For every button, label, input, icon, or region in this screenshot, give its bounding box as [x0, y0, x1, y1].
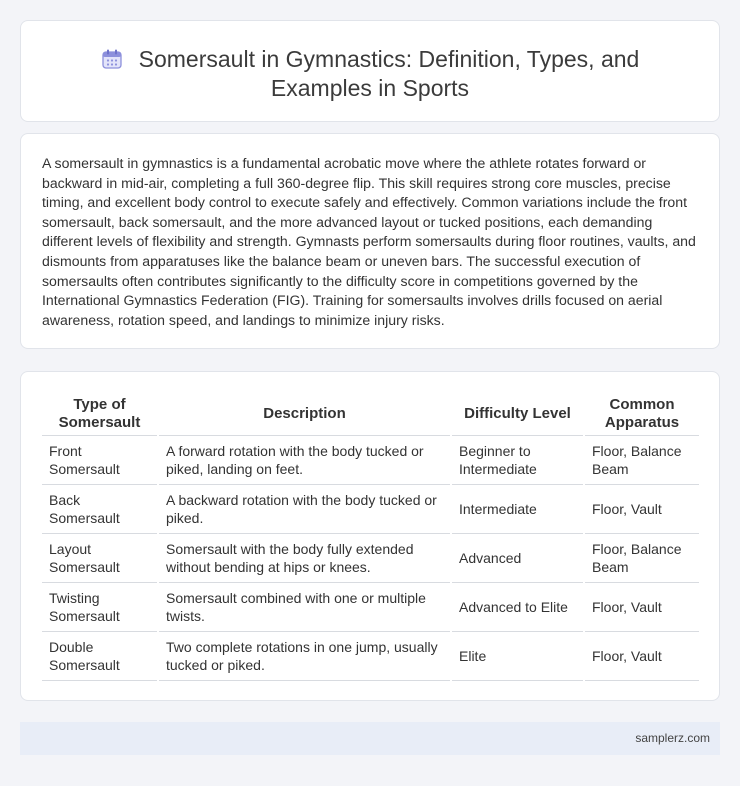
table-card — [20, 371, 720, 701]
column-header-difficulty: Difficulty Level — [451, 391, 584, 436]
column-header-apparatus: Common Apparatus — [584, 391, 699, 436]
cell-apparatus: Floor, Vault — [584, 632, 699, 681]
cell-apparatus: Floor, Vault — [584, 485, 699, 534]
cell-difficulty: Advanced — [451, 534, 584, 583]
cell-description: Somersault with the body fully extended without bending at hips or knees. — [158, 534, 451, 583]
table-row — [42, 436, 699, 485]
cell-difficulty: Intermediate — [451, 485, 584, 534]
cell-description: A backward rotation with the body tucked or piked. — [158, 485, 451, 534]
calendar-icon — [101, 48, 123, 70]
footer-bar — [20, 722, 720, 755]
intro-paragraph: A somersault in gymnastics is a fundamental acrobatic move where the athlete rotates forward or backward in mid-air, completing a full 360-degree flip. This skill requires strong core muscles, precise timing, and excellent body control to execute safely and effectively. Common variations include the front somersault, back somersault, and the more advanced layout or tucked positions, each demanding different levels of flexibility and strength. Gymnasts perform somersaults during floor routines, vaults, and dismounts from apparatuses like the balance beam or uneven bars. The successful execution of somersaults often contributes significantly to the difficulty score in competitions governed by the International Gymnastics Federation (FIG). Training for somersaults involves drills focused on aerial awareness, rotation speed, and landings to minimize injury risks. — [42, 155, 696, 328]
table-row — [42, 534, 699, 583]
footer-site-link[interactable]: samplerz.com — [635, 731, 710, 745]
cell-type: Layout Somersault — [42, 534, 158, 583]
cell-description: Two complete rotations in one jump, usually tucked or piked. — [158, 632, 451, 681]
cell-type: Back Somersault — [42, 485, 158, 534]
title-card — [20, 20, 720, 122]
cell-type: Twisting Somersault — [42, 583, 158, 632]
column-header-type: Type of Somersault — [42, 391, 158, 436]
cell-apparatus: Floor, Balance Beam — [584, 534, 699, 583]
somersault-table — [42, 391, 699, 681]
cell-description: Somersault combined with one or multiple twists. — [158, 583, 451, 632]
table-row — [42, 485, 699, 534]
page-title — [21, 45, 719, 103]
cell-type: Double Somersault — [42, 632, 158, 681]
title-line-1: Somersault in Gymnastics: Definition, Types, and — [138, 46, 640, 72]
cell-difficulty: Beginner to Intermediate — [451, 436, 584, 485]
title-line-2: Examples in Sports — [270, 75, 470, 101]
cell-description: A forward rotation with the body tucked or piked, landing on feet. — [158, 436, 451, 485]
cell-type: Front Somersault — [42, 436, 158, 485]
cell-apparatus: Floor, Balance Beam — [584, 436, 699, 485]
intro-card — [20, 133, 720, 349]
table-row — [42, 583, 699, 632]
cell-apparatus: Floor, Vault — [584, 583, 699, 632]
table-row — [42, 632, 699, 681]
cell-difficulty: Advanced to Elite — [451, 583, 584, 632]
cell-difficulty: Elite — [451, 632, 584, 681]
table-header-row — [42, 391, 699, 436]
column-header-description: Description — [158, 391, 451, 436]
